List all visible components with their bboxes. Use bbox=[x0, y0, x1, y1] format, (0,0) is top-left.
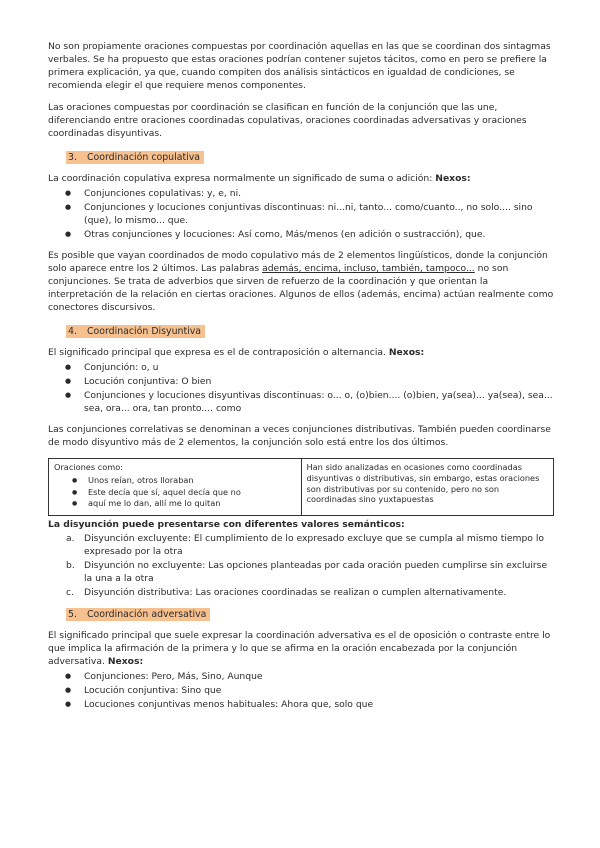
disyuntiva-lead bbox=[48, 346, 554, 359]
list-item: ● Conjunciones: Pero, Más, Sino, Aunque bbox=[84, 670, 554, 683]
item-text: Disyunción no excluyente: Las opciones planteadas por cada oración pueden cumplirse sin excluirse la una a la otra bbox=[84, 560, 548, 585]
lead-text: La coordinación copulativa expresa normalmente un significado de suma o adición: bbox=[48, 172, 436, 184]
list-item: ● Locuciones conjuntivas menos habituales: Ahora que, solo que bbox=[84, 698, 554, 711]
heading-number: 4. bbox=[68, 326, 77, 338]
lead-text: El significado principal que expresa es el de contraposición o alternancia. bbox=[48, 346, 389, 358]
copulativa-paragraph bbox=[48, 249, 554, 314]
list-item bbox=[66, 586, 554, 599]
heading-highlight bbox=[66, 608, 210, 621]
heading-highlight bbox=[66, 325, 205, 338]
list-item: ● Otras conjunciones y locuciones: Así como, Más/menos (en adición o sustracción), que. bbox=[84, 228, 554, 241]
list-item: ● Unos reían, otros lloraban bbox=[88, 475, 296, 486]
document-body bbox=[48, 40, 554, 719]
adversativa-nexos-list bbox=[48, 670, 554, 711]
box-right-cell: Han sido analizadas en ocasiones como coordinadas disyuntivas o distributivas, sin embargo, estas oraciones son distributivas por su contenido, pero no son coordinadas sino yuxtapuestas bbox=[301, 459, 554, 516]
item-text: Disyunción excluyente: El cumplimiento de lo expresado excluye que se cumpla al mismo tiempo lo expresado por la otra bbox=[84, 532, 545, 557]
list-item: ● Locución conjuntiva: Sino que bbox=[84, 684, 554, 697]
underlined-adverbs: además, encima, incluso, también, tampoco... bbox=[262, 263, 475, 275]
adversativa-lead bbox=[48, 629, 554, 668]
disyuntiva-nexos-list bbox=[48, 361, 554, 415]
heading-title: Coordinación copulativa bbox=[86, 152, 201, 164]
nexos-label: Nexos: bbox=[107, 655, 144, 667]
list-item bbox=[66, 532, 554, 558]
heading-number: 3. bbox=[68, 152, 77, 164]
box-left-cell bbox=[49, 459, 302, 516]
item-letter: a. bbox=[66, 532, 75, 544]
box-left-title: Oraciones como: bbox=[54, 462, 123, 473]
para-text: Es posible que vayan coordinados de modo copulativo más de 2 elementos lingüísticos, donde la conjunción solo aparece entre los 2 últimos. Las palabras bbox=[48, 250, 548, 275]
heading-copulativa bbox=[66, 151, 554, 164]
disyuntiva-paragraph: Las conjunciones correlativas se denominan a veces conjunciones distributivas. También pueden coordinarse de modo disyuntivo más de 2 elementos, la conjunción solo está entre los dos últimos. bbox=[48, 424, 551, 449]
list-item: ● Este decía que sí, aquel decía que no bbox=[88, 487, 296, 498]
item-text: Disyunción distributiva: Las oraciones coordinadas se realizan o cumplen alternativamente. bbox=[84, 587, 507, 599]
semantic-values-title: La disyunción puede presentarse con diferentes valores semánticos: bbox=[48, 518, 405, 530]
heading-title: Coordinación Disyuntiva bbox=[86, 326, 202, 338]
nexos-label: Nexos: bbox=[435, 172, 471, 184]
intro-paragraph-2: Las oraciones compuestas por coordinación se clasifican en función de la conjunción que las une, diferenciando entre oraciones coordinadas copulativas, oraciones coordinadas adversativas y oraciones coordinadas disyuntivas. bbox=[48, 102, 527, 140]
para-text: no son conjunciones. Se trata de adverbios que sirven de refuerzo de la coordinación y que orientan la interpretación de la relación en ciertas oraciones. Algunos de ellos (además, encima) actúan realmente como conectores discursivos. bbox=[48, 263, 554, 314]
list-item: ● Locución conjuntiva: O bien bbox=[84, 375, 554, 388]
heading-adversativa bbox=[66, 608, 554, 621]
distributive-box bbox=[48, 458, 554, 516]
nexos-label: Nexos: bbox=[388, 346, 425, 358]
heading-disyuntiva bbox=[66, 325, 554, 338]
copulativa-nexos-list bbox=[48, 187, 554, 241]
heading-title: Coordinación adversativa bbox=[86, 609, 207, 621]
list-item bbox=[66, 559, 554, 585]
item-letter: c. bbox=[66, 587, 74, 599]
heading-highlight bbox=[66, 151, 204, 164]
semantic-values-list bbox=[48, 532, 554, 599]
list-item: ● aquí me lo dan, allí me lo quitan bbox=[88, 498, 296, 509]
list-item: ● Conjunción: o, u bbox=[84, 361, 554, 374]
item-letter: b. bbox=[66, 560, 75, 571]
list-item: ● Conjunciones y locuciones disyuntivas discontinuas: o... o, (o)bien.... (o)bien, ya(sea)... ya(sea), sea... sea, ora... ora, tan pronto.... como bbox=[84, 389, 554, 415]
box-example-list bbox=[54, 475, 296, 509]
copulativa-lead bbox=[48, 172, 554, 185]
heading-number: 5. bbox=[68, 609, 77, 621]
intro-paragraph-1: No son propiamente oraciones compuestas por coordinación aquellas en las que se coordinan dos sintagmas verbales. Se ha propuesto que estas oraciones podrían contener sujetos tácitos, como en pero se prefiere la primera explicación, ya que, cuando compiten dos análisis sintácticos en igualdad de condiciones, se recomienda elegir el que requiere menos componentes. bbox=[48, 41, 551, 92]
list-item: ● Conjunciones y locuciones conjuntivas discontinuas: ni...ni, tanto... como/cuanto.., no solo.... sino (que), lo mismo... que. bbox=[84, 201, 554, 227]
list-item: ● Conjunciones copulativas: y, e, ni. bbox=[84, 187, 554, 200]
lead-text: El significado principal que suele expresar la coordinación adversativa es el de oposición o contraste entre lo que implica la afirmación de la primera y lo que se afirma en la oración encabezada por la conjunción adversativa. bbox=[48, 629, 551, 667]
